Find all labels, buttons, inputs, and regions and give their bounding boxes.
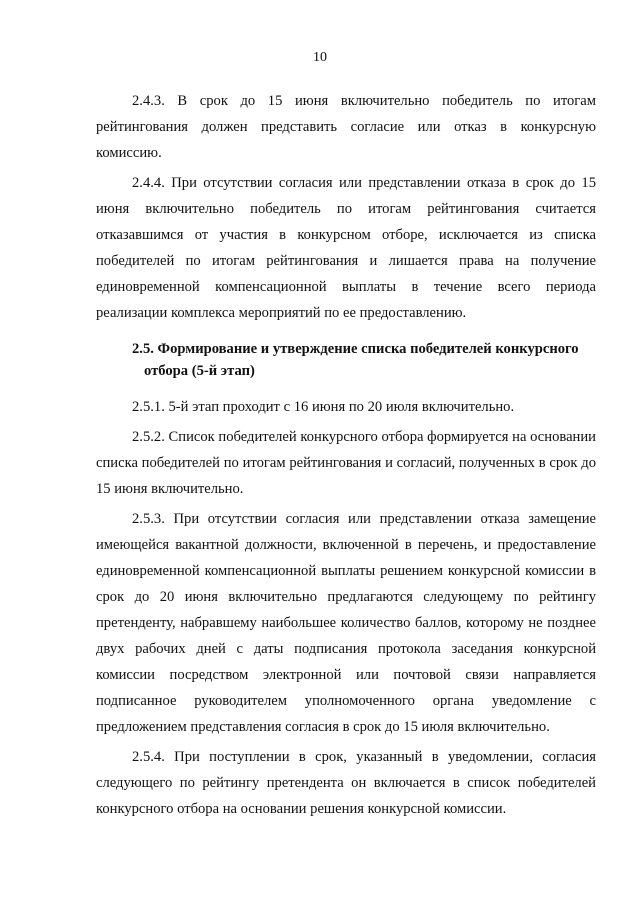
- paragraph-2-5-1: 2.5.1. 5-й этап проходит с 16 июня по 20 июля включительно.: [132, 399, 515, 415]
- paragraph-2-4-4: 2.4.4. При отсутствии согласия или представлении отказа в срок до 15 июня включительно победитель по итогам рейтингования считается отказавшимся от участия в конкурсном отборе, исключается из списка победителей по итогам рейтингования и лишается права на получение единовременной компенсационной выплаты в течение всего периода реализации комплекса мероприятий по ее предоставлению.: [96, 175, 596, 321]
- paragraph-2-4-3: 2.4.3. В срок до 15 июня включительно победитель по итогам рейтингования должен представить согласие или отказ в конкурсную комиссию.: [96, 93, 596, 161]
- page-number: 10: [313, 50, 327, 65]
- document-body: [96, 88, 596, 826]
- section-heading-2-5: [96, 338, 596, 382]
- section-heading-line-1: 2.5. Формирование и утверждение списка победителей конкурсного: [132, 341, 579, 357]
- section-heading-line-2: отбора (5-й этап): [144, 363, 255, 379]
- paragraph-2-5-2: 2.5.2. Список победителей конкурсного отбора формируется на основании списка победителей по итогам рейтингования и согласий, полученных в срок до 15 июня включительно.: [96, 429, 596, 497]
- paragraph-2-5-3: 2.5.3. При отсутствии согласия или представлении отказа замещение имеющейся вакантной должности, включенной в перечень, и предоставление единовременной компенсационной выплаты решением конкурсной комиссии в срок до 20 июня включительно предлагаются следующему по рейтингу претенденту, набравшему наибольшее количество баллов, которому не позднее двух рабочих дней с даты подписания протокола заседания конкурсной комиссии посредством электронной или почтовой связи направляется подписанное руководителем уполномоченного органа уведомление с предложением представления согласия в срок до 15 июля включительно.: [96, 511, 596, 735]
- paragraph-2-5-4: 2.5.4. При поступлении в срок, указанный в уведомлении, согласия следующего по рейтингу претендента он включается в список победителей конкурсного отбора на основании решения конкурсной комиссии.: [96, 749, 596, 817]
